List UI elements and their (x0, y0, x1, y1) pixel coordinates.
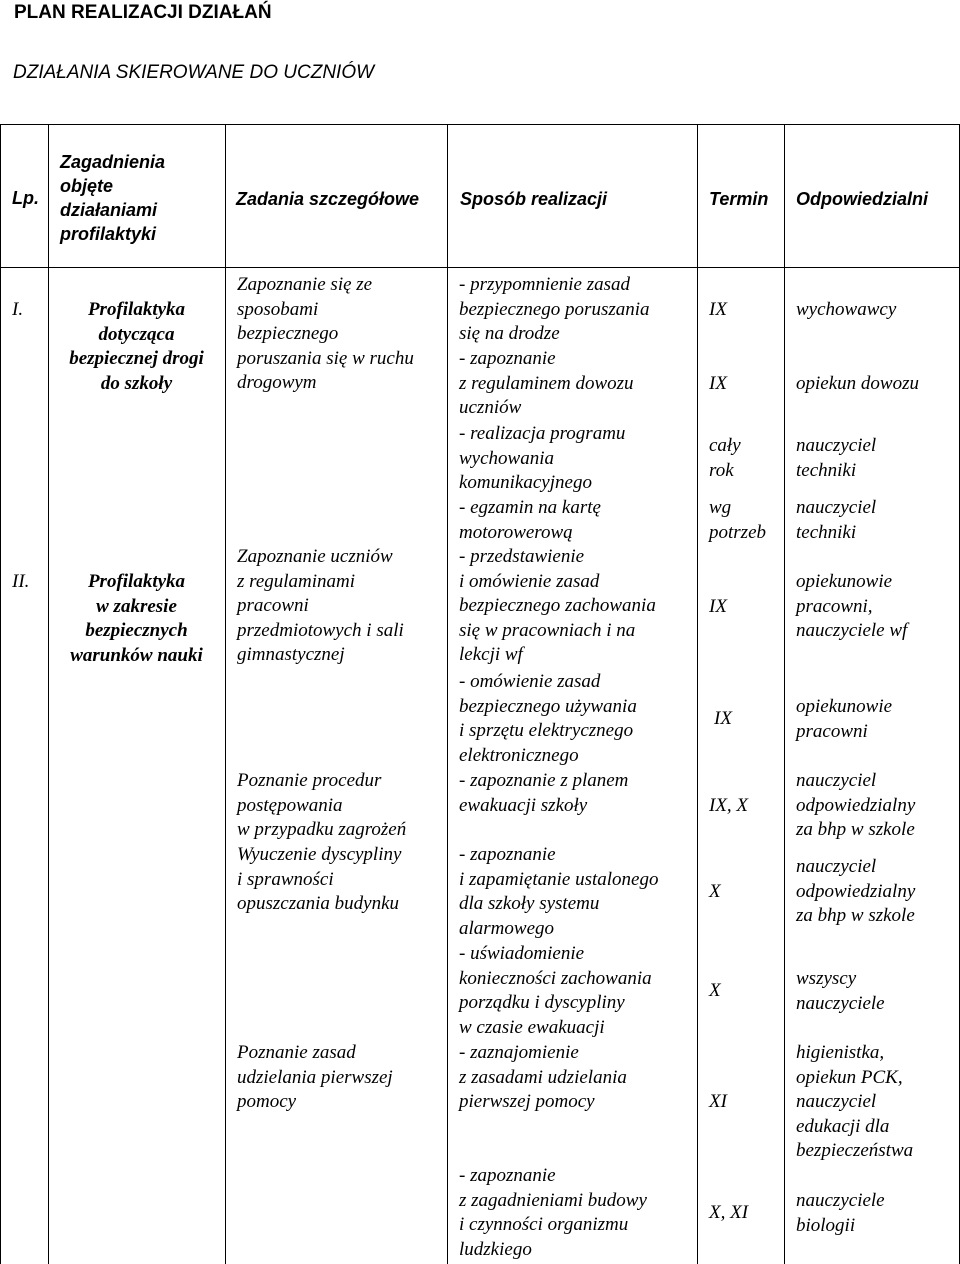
responsible-item: nauczyciele biologii (796, 1190, 885, 1236)
term-item: X (709, 980, 721, 1001)
task-item: Wyuczenie dyscypliny i sprawności opuszczania budynku (237, 844, 402, 914)
action-item: - przedstawienie i omówienie zasad bezpiecznego zachowania się w pracowniach i na lekcji wf (459, 546, 656, 665)
header-sposob: Sposób realizacji (460, 189, 608, 209)
column-divider (225, 124, 226, 1264)
column-divider (447, 124, 448, 1264)
responsible-item: nauczyciel techniki (796, 497, 877, 543)
responsible-item: nauczyciel techniki (796, 435, 877, 481)
task-item: Zapoznanie uczniów z regulaminami pracowni przedmiotowych i sali gimnastycznej (237, 546, 404, 665)
action-item: - uświadomienie konieczności zachowania porządku i dyscypliny w czasie ewakuacji (459, 943, 652, 1038)
task-item: Poznanie zasad udzielania pierwszej pomocy (237, 1042, 393, 1112)
term-item: wg potrzeb (709, 497, 766, 543)
table-border-left (0, 124, 1, 1264)
term-item: cały rok (709, 435, 741, 481)
term-item: XI (709, 1091, 727, 1112)
responsible-item: nauczyciel odpowiedzialny za bhp w szkole (796, 856, 916, 926)
task-item: Poznanie procedur postępowania w przypadku zagrożeń (237, 770, 407, 840)
term-item: IX (709, 299, 727, 320)
action-item: - egzamin na kartę motorowerową (459, 497, 601, 543)
action-item: - zapoznanie z regulaminem dowozu uczniów (459, 348, 634, 418)
section-topic: Profilaktyka w zakresie bezpiecznych warunków nauki (70, 571, 203, 666)
action-item: - omówienie zasad bezpiecznego używania i sprzętu elektrycznego elektronicznego (459, 671, 637, 766)
column-divider (784, 124, 785, 1264)
term-item: IX (709, 373, 727, 394)
action-item: - zapoznanie i zapamiętanie ustalonego dla szkoły systemu alarmowego (459, 844, 659, 939)
section-lp: II. (12, 571, 30, 592)
responsible-item: higienistka, opiekun PCK, nauczyciel edukacji dla bezpieczeństwa (796, 1042, 914, 1161)
action-item: - przypomnienie zasad bezpiecznego poruszania się na drodze (459, 274, 650, 344)
column-divider (697, 124, 698, 1264)
header-termin: Termin (709, 189, 769, 209)
action-item: - zaznajomienie z zasadami udzielania pierwszej pomocy (459, 1042, 627, 1112)
document-title: PLAN REALIZACJI DZIAŁAŃ (14, 2, 272, 23)
header-zadania: Zadania szczegółowe (236, 189, 420, 209)
term-item: IX, X (709, 795, 749, 816)
header-zagadnienia: Zagadnienia objęte działaniami profilaktyki (60, 152, 166, 244)
action-item: - realizacja programu wychowania komunikacyjnego (459, 423, 626, 493)
term-item: X (709, 881, 721, 902)
task-item: Zapoznanie się ze sposobami bezpiecznego poruszania się w ruchu drogowym (237, 274, 414, 393)
responsible-item: opiekunowie pracowni (796, 696, 893, 742)
column-divider (48, 124, 49, 1264)
section-topic: Profilaktyka dotycząca bezpiecznej drogi do szkoły (69, 299, 204, 394)
responsible-item: wychowawcy (796, 299, 897, 320)
term-item: IX (709, 596, 727, 617)
header-lp: Lp. (12, 188, 39, 208)
table-border-top (0, 124, 960, 125)
responsible-item: wszyscy nauczyciele (796, 968, 885, 1014)
responsible-item: opiekunowie pracowni, nauczyciele wf (796, 571, 908, 641)
term-item: X, XI (709, 1202, 749, 1223)
header-divider (0, 267, 960, 268)
section-lp: I. (12, 299, 24, 320)
action-item: - zapoznanie z zagadnieniami budowy i czynności organizmu ludzkiego (459, 1165, 647, 1260)
header-odpowiedzialni: Odpowiedzialni (796, 189, 929, 209)
action-item: - zapoznanie z planem ewakuacji szkoły (459, 770, 629, 816)
responsible-item: opiekun dowozu (796, 373, 919, 394)
document-subtitle: DZIAŁANIA SKIEROWANE DO UCZNIÓW (13, 62, 375, 83)
term-item: IX (714, 708, 732, 729)
responsible-item: nauczyciel odpowiedzialny za bhp w szkole (796, 770, 916, 840)
